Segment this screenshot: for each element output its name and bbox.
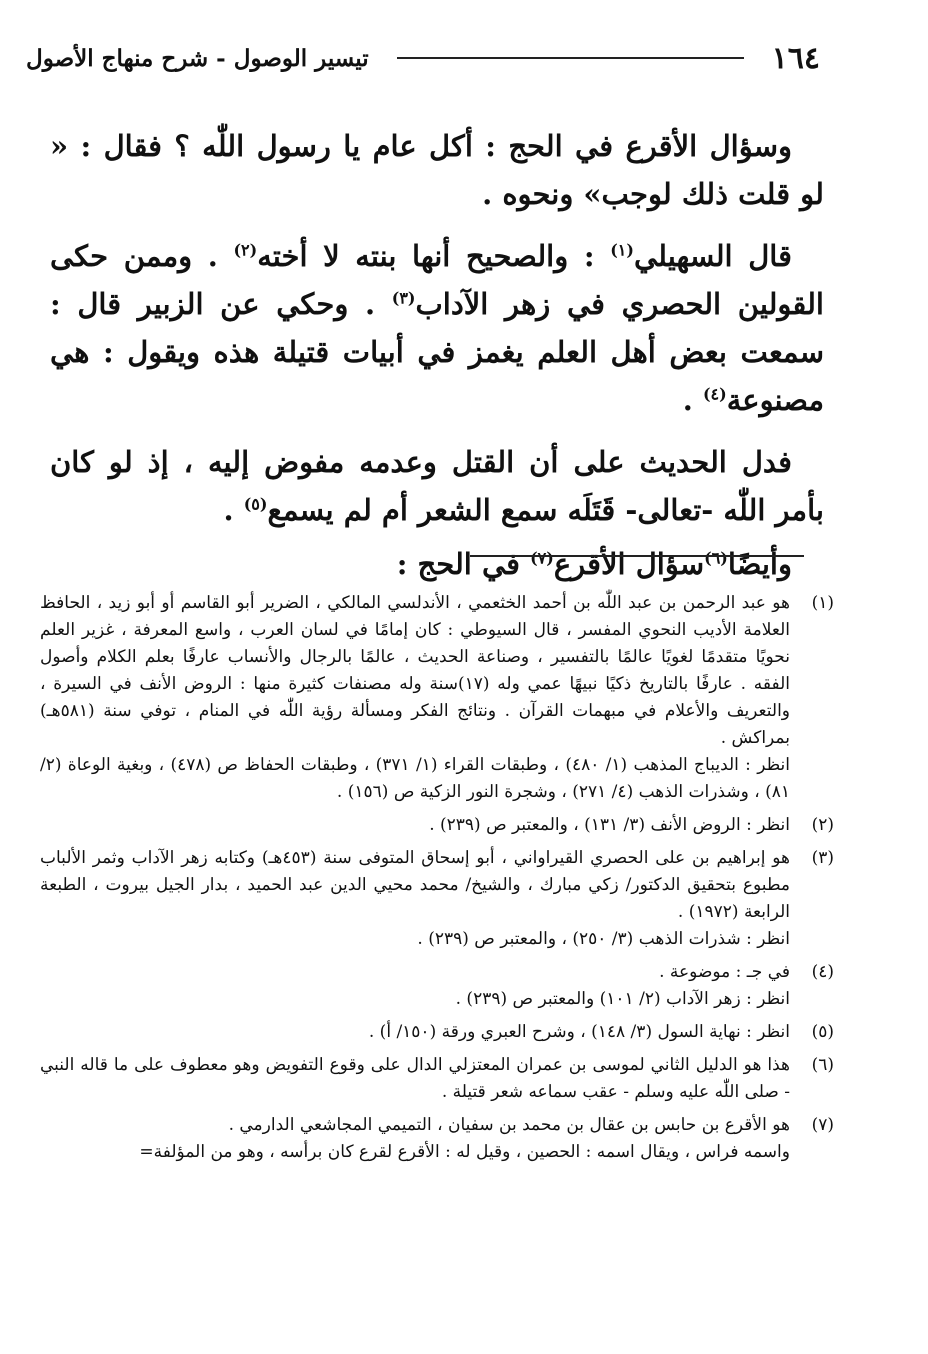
footnote-source: انظر : الديباج المذهب (١/ ٤٨٠) ، وطبقات القراء (١/ ٣٧١) ، وطبقات الحفاظ ص (٤٧٨) ، وبغية الوعاة (٢/ ٨١) ، وشذرات الذهب (٤/ ٢٧١) ، وشجرة النور الزكية ص (١٥٦) . xyxy=(40,755,790,802)
footnote-number: (٥) xyxy=(811,1022,834,1042)
footnote-text: هو إبراهيم بن على الحصري القيراواني ، أبو إسحاق المتوفى سنة (٤٥٣هـ) وكتابه زهر الآداب وثمر الألباب مطبوع بتحقيق الدكتور/ زكي مبارك ، والشيخ/ محمد محيي الدين عبد الحميد ، بدار الجيل بيروت ، الطبعة الرابعة (١٩٧٢) . xyxy=(40,848,790,922)
footnote-separator xyxy=(470,555,804,557)
paragraph-4-text: في الحج : xyxy=(396,547,531,581)
footnote-source: انظر : شذرات الذهب (٣/ ٢٥٠) ، والمعتبر ص (٢٣٩) . xyxy=(417,929,790,949)
paragraph-2-text: . وممن حكى القولين الحصري في زهر الآداب xyxy=(50,239,824,321)
footnote-ref-1: (١) xyxy=(610,240,634,260)
running-title: تيسير الوصول - شرح منهاج الأصول xyxy=(26,44,369,72)
footnote-text: انظر : الروض الأنف (٣/ ١٣١) ، والمعتبر ص (٢٣٩) . xyxy=(429,815,790,835)
footnote xyxy=(40,1052,834,1106)
footnote xyxy=(40,1019,834,1046)
footnote-number: (٢) xyxy=(811,815,834,835)
paragraph-2-text: : والصحيح أنها بنته لا أخته xyxy=(257,239,611,273)
footnote-ref-6: (٦) xyxy=(704,548,728,568)
paragraph-4-text: سؤال الأقرع xyxy=(553,547,705,581)
paragraph-3 xyxy=(50,438,824,534)
footnote-number: (٤) xyxy=(811,962,834,982)
paragraph-2 xyxy=(50,232,824,424)
paragraph-2-text: قال السهيلي xyxy=(633,239,792,273)
footnote-ref-7: (٧) xyxy=(530,548,554,568)
footnote-text: في جـ : موضوعة . xyxy=(659,962,790,982)
footnote-text: هو عبد الرحمن بن عبد اللّٰه بن أحمد الخثعمي ، الأندلسي المالكي ، الضرير أبو القاسم أو أبو زيد ، الحافظ العلامة الأديب النحوي المفسر ، قال السيوطي : كان إمامًا في لسان العرب ، واسع المعرفة ، غزير العلم نحويًا متقدمًا لغويًا عالمًا بالتفسير ، وصناعة الحديث ، عالمًا بالرجال والأنساب عارفًا بعلم الكلام وأصول الفقه . عارفًا بالتاريخ ذكيًا نبيهًا عمي وله (١٧)سنة وله مصنفات كثيرة منها : الروض الأنف في السيرة ، والتعريف والأعلام في مبهمات القرآن . ونتائج الفكر ومسألة رؤية اللّٰه في المنام ، توفي سنة (٥٨١هـ) بمراكش . xyxy=(40,593,790,748)
footnote-number: (١) xyxy=(811,593,834,613)
footnote xyxy=(40,845,834,953)
footnote-ref-3: (٣) xyxy=(391,288,416,308)
paragraph-3-text: . xyxy=(223,493,244,527)
page-number: ١٦٤ xyxy=(771,40,820,76)
footnote-number: (٣) xyxy=(811,848,834,868)
footnote-number: (٧) xyxy=(811,1115,834,1135)
paragraph-2-text: . وحكي عن الزبير قال : سمعت بعض أهل العلم يغمز في أبيات قتيلة هذه ويقول : هي مصنوعة xyxy=(50,287,824,417)
footnote-text: انظر : نهاية السول (٣/ ١٤٨) ، وشرح العبري ورقة (١٥٠/ أ) . xyxy=(368,1022,790,1042)
paragraph-1: وسؤال الأقرع في الحج : أكل عام يا رسول اللّٰه ؟ فقال : « لو قلت ذلك لوجب» ونحوه . xyxy=(50,129,824,211)
footnote-source: انظر : زهر الآداب (٢/ ١٠١) والمعتبر ص (٢٣٩) . xyxy=(455,989,790,1009)
footnote-text: هذا هو الدليل الثاني لموسى بن عمران المعتزلي الدال على وقوع التفويض وهو معطوف على ما قاله النبي - صلى اللّٰه عليه وسلم - عقب سماعه شعر قتيلة . xyxy=(40,1055,790,1102)
footnote-text: هو الأقرع بن حابس بن عقال بن محمد بن سفيان ، التميمي المجاشعي الدارمي . xyxy=(228,1115,790,1135)
footnote xyxy=(40,590,834,806)
footnote-ref-4: (٤) xyxy=(702,384,727,404)
footnotes xyxy=(40,590,834,1172)
paragraph-4 xyxy=(50,540,824,588)
footnote-ref-2: (٢) xyxy=(233,240,258,260)
page-header xyxy=(26,38,820,78)
paragraph-2-text: . xyxy=(682,383,703,417)
footnote-ref-5: (٥) xyxy=(243,494,268,514)
footnote-continuation: واسمه فراس ، ويقال اسمه : الحصين ، وقيل له : الأقرع لقرع كان برأسه ، وهو من المؤلفة= xyxy=(139,1142,790,1162)
footnote xyxy=(40,959,834,1013)
paragraph-4-text: وأيضًا xyxy=(727,547,792,581)
footnote-number: (٦) xyxy=(811,1055,834,1075)
footnote xyxy=(40,1112,834,1166)
main-text xyxy=(50,122,824,602)
paragraph-3-text: فدل الحديث على أن القتل وعدمه مفوض إليه ، إذ لو كان بأمر اللّٰه -تعالى- قَتَلَه سمع الشعر أم لم يسمع xyxy=(50,445,824,527)
header-rule xyxy=(397,57,744,59)
footnote xyxy=(40,812,834,839)
